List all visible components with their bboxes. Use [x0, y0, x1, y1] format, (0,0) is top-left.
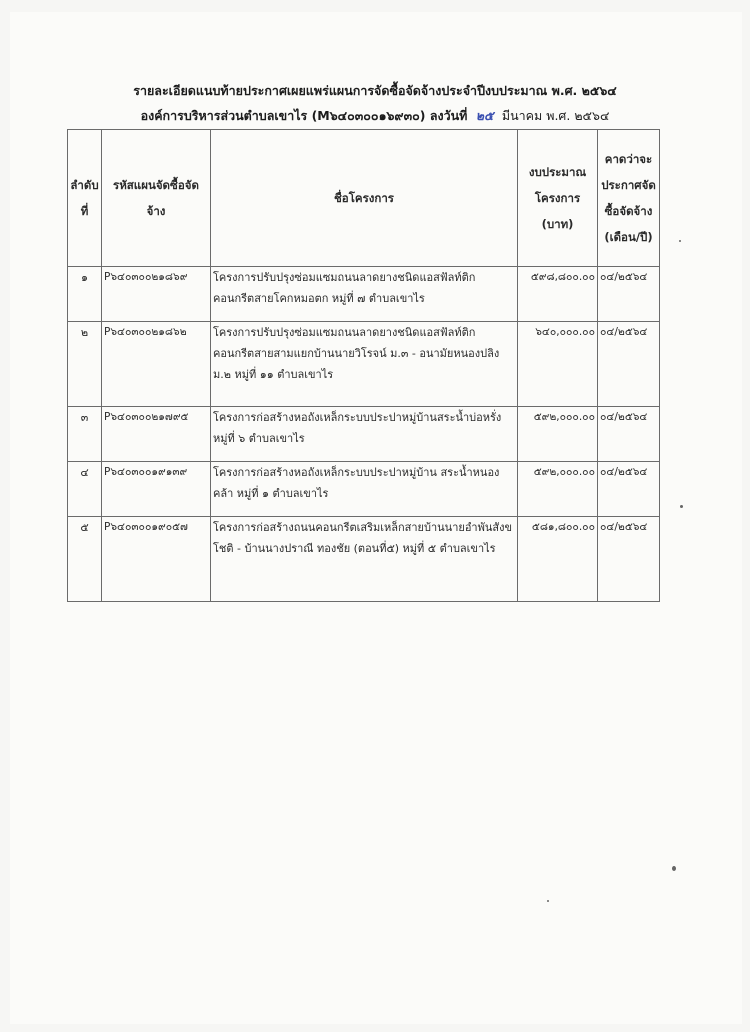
column-header-code: รหัสแผนจัดซื้อจัดจ้าง [102, 130, 211, 267]
row-month: ๐๔/๒๕๖๔ [598, 517, 660, 602]
document-title: รายละเอียดแนบท้ายประกาศเผยแพร่แผนการจัดซื้อจัดจ้างประจำปีงบประมาณ พ.ศ. ๒๕๖๔ [133, 83, 617, 98]
table-header-row [68, 130, 660, 267]
table-row [68, 267, 660, 322]
row-project-name: โครงการปรับปรุงซ่อมแซมถนนลาดยางชนิดแอสฟัลท์ติกคอนกรีตสายสามแยกบ้านนายวิโรจน์ ม.๓ - อนามัยหนองปลิง ม.๒ หมู่ที่ ๑๑ ตำบลเขาไร [211, 322, 518, 407]
row-plan-code: P๖๔๐๓๐๐๒๑๗๙๕ [102, 407, 211, 462]
row-plan-code: P๖๔๐๓๐๐๑๙๐๕๗ [102, 517, 211, 602]
date-month-year: มีนาคม พ.ศ. ๒๕๖๔ [501, 108, 610, 123]
scan-speck [679, 240, 681, 242]
row-month: ๐๔/๒๕๖๔ [598, 322, 660, 407]
column-header-name: ชื่อโครงการ [211, 130, 518, 267]
table-row [68, 462, 660, 517]
row-budget: ๕๙๒,๐๐๐.๐๐ [518, 407, 598, 462]
row-seq: ๓ [68, 407, 102, 462]
column-header-month: คาดว่าจะประกาศจัดซื้อจัดจ้าง (เดือน/ปี) [598, 130, 660, 267]
row-plan-code: P๖๔๐๓๐๐๒๑๘๖๒ [102, 322, 211, 407]
handwritten-day: ๒๕ [475, 108, 494, 123]
row-seq: ๕ [68, 517, 102, 602]
table-row [68, 517, 660, 602]
row-seq: ๒ [68, 322, 102, 407]
row-budget: ๕๙๘,๘๐๐.๐๐ [518, 267, 598, 322]
scan-speck [680, 505, 683, 508]
row-seq: ๔ [68, 462, 102, 517]
row-project-name: โครงการก่อสร้างหอถังเหล็กระบบประปาหมู่บ้าน สระน้ำหนองคล้า หมู่ที่ ๑ ตำบลเขาไร [211, 462, 518, 517]
column-header-seq: ลำดับที่ [68, 130, 102, 267]
row-project-name: โครงการก่อสร้างถนนคอนกรีตเสริมเหล็กสายบ้านนายอำพันสังขโชติ - บ้านนางปราณี ทองชัย (ตอนที่๕) หมู่ที่ ๕ ตำบลเขาไร [211, 517, 518, 602]
row-month: ๐๔/๒๕๖๔ [598, 267, 660, 322]
row-budget: ๖๔๐,๐๐๐.๐๐ [518, 322, 598, 407]
document-subtitle [0, 106, 750, 126]
row-month: ๐๔/๒๕๖๔ [598, 462, 660, 517]
organization-name: องค์การบริหารส่วนตำบลเขาไร (M๖๔๐๓๐๐๑๖๙๓๐) [140, 108, 426, 123]
date-prefix: ลงวันที่ [429, 108, 468, 123]
table-row [68, 322, 660, 407]
row-seq: ๑ [68, 267, 102, 322]
row-month: ๐๔/๒๕๖๔ [598, 407, 660, 462]
row-project-name: โครงการปรับปรุงซ่อมแซมถนนลาดยางชนิดแอสฟัลท์ติกคอนกรีตสายโคกหมอตก หมู่ที่ ๗ ตำบลเขาไร [211, 267, 518, 322]
row-plan-code: P๖๔๐๓๐๐๑๙๑๓๙ [102, 462, 211, 517]
table-row [68, 407, 660, 462]
scan-speck [672, 866, 676, 871]
row-plan-code: P๖๔๐๓๐๐๒๑๘๖๙ [102, 267, 211, 322]
procurement-plan-table [67, 129, 660, 602]
row-budget: ๕๙๒,๐๐๐.๐๐ [518, 462, 598, 517]
column-header-budget: งบประมาณโครงการ (บาท) [518, 130, 598, 267]
scan-speck [547, 900, 549, 902]
row-budget: ๕๘๑,๘๐๐.๐๐ [518, 517, 598, 602]
row-project-name: โครงการก่อสร้างหอถังเหล็กระบบประปาหมู่บ้านสระน้ำบ่อหรั่ง หมู่ที่ ๖ ตำบลเขาไร [211, 407, 518, 462]
